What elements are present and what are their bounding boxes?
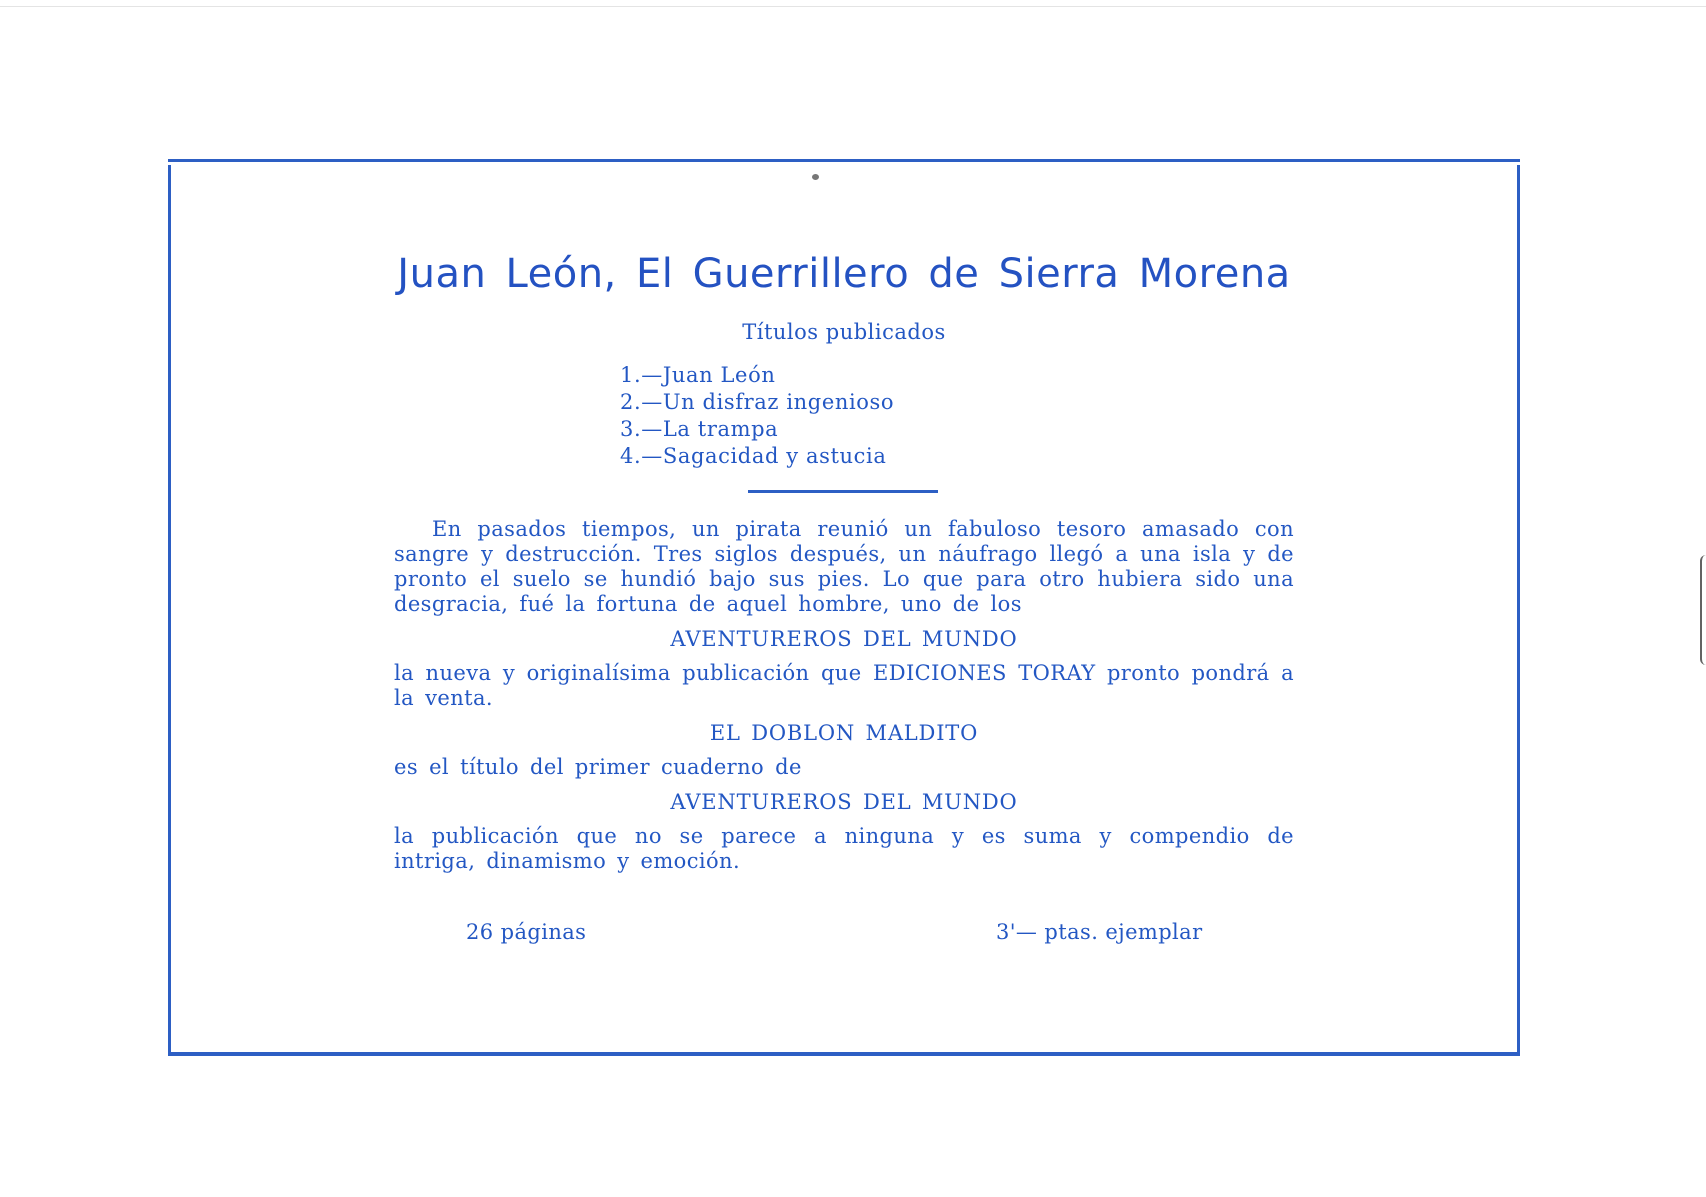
- series-heading: AVENTUREROS DEL MUNDO: [670, 627, 1018, 651]
- page-content: [394, 251, 1294, 950]
- intro-paragraph: En pasados tiempos, un pirata reunió un fabuloso tesoro amasado con sangre y destrucción. Tres siglos después, un náufrago llegó a una isla y de pronto el suelo se hundió bajo sus pies. Lo que para otro hubiera sido una desgracia, fué la fortuna de aquel hombre, uno de los: [394, 517, 1294, 616]
- section-subtitle: Títulos publicados: [742, 320, 946, 344]
- frame-right-rule: [1517, 165, 1520, 1056]
- footer: [394, 920, 1294, 950]
- series-heading-repeat: AVENTUREROS DEL MUNDO: [670, 790, 1018, 814]
- price: 3'— ptas. ejemplar: [996, 920, 1203, 944]
- frame-top-rule: [168, 159, 1520, 162]
- page-edge-right: [1700, 555, 1706, 665]
- list-item: 2.—Un disfraz ingenioso: [620, 390, 895, 414]
- ink-dot: [812, 174, 819, 180]
- bordered-frame: [168, 159, 1520, 1056]
- first-issue-paragraph: es el título del primer cuaderno de: [394, 755, 802, 779]
- list-item: 1.—Juan León: [620, 363, 776, 387]
- list-item: 4.—Sagacidad y astucia: [620, 444, 887, 468]
- page-edge: [0, 6, 1706, 7]
- frame-left-rule: [168, 165, 171, 1056]
- first-issue-heading: EL DOBLON MALDITO: [709, 721, 979, 745]
- published-titles-list: [620, 362, 1294, 470]
- frame-bottom-rule: [168, 1052, 1520, 1056]
- announcement-paragraph: la nueva y originalísima publicación que EDICIONES TORAY pronto pondrá a la venta.: [394, 661, 1294, 710]
- page-count: 26 páginas: [466, 920, 587, 944]
- list-item: 3.—La trampa: [620, 417, 779, 441]
- closing-paragraph: la publicación que no se parece a ninguna y es suma y compendio de intriga, dinamismo y emoción.: [394, 824, 1294, 873]
- page-title: Juan León, El Guerrillero de Sierra Morena: [397, 251, 1291, 297]
- divider: [748, 490, 938, 493]
